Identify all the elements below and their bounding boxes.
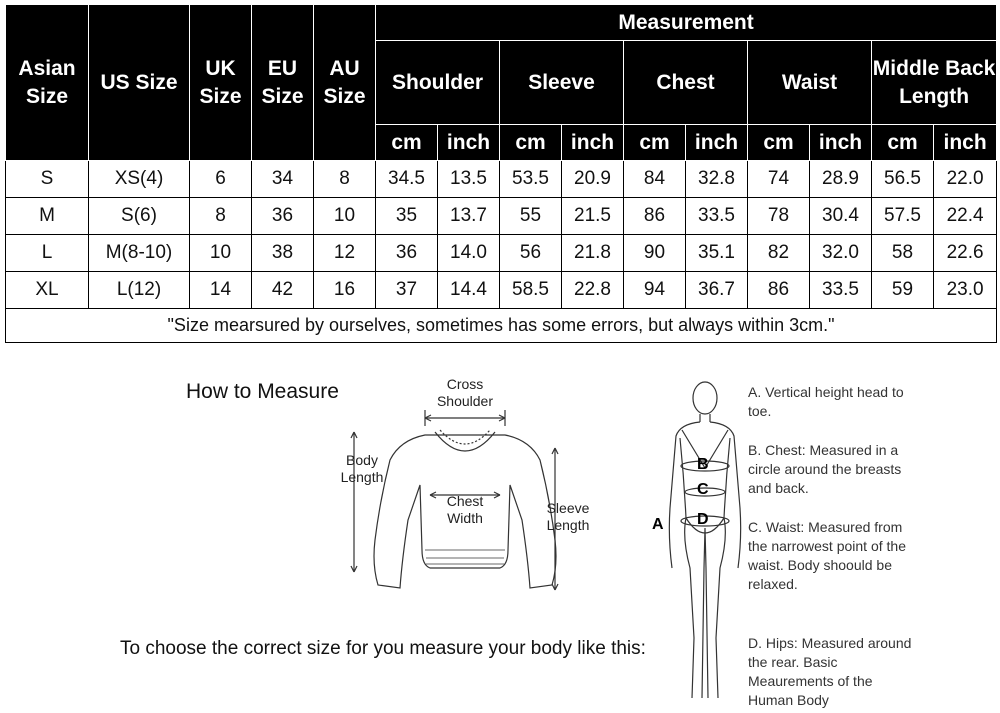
table-cell: 21.5 bbox=[562, 198, 624, 235]
header-shoulder: Shoulder bbox=[376, 41, 500, 125]
table-cell: 30.4 bbox=[810, 198, 872, 235]
table-cell: 22.0 bbox=[934, 161, 997, 198]
header-asian-size: Asian Size bbox=[6, 5, 89, 161]
body-letter-d: D bbox=[697, 511, 709, 528]
unit-cm: cm bbox=[624, 125, 686, 161]
header-measurement: Measurement bbox=[376, 5, 997, 41]
table-cell: 14.0 bbox=[438, 235, 500, 272]
unit-cm: cm bbox=[376, 125, 438, 161]
header-sleeve: Sleeve bbox=[500, 41, 624, 125]
table-cell: 36.7 bbox=[686, 272, 748, 309]
table-cell: 42 bbox=[252, 272, 314, 309]
unit-cm: cm bbox=[500, 125, 562, 161]
body-figure bbox=[660, 378, 750, 713]
table-cell: 32.8 bbox=[686, 161, 748, 198]
table-cell: 10 bbox=[314, 198, 376, 235]
table-cell: 34.5 bbox=[376, 161, 438, 198]
table-cell: S bbox=[6, 161, 89, 198]
chest-width-label: Chest Width bbox=[446, 493, 484, 526]
legend-b: B. Chest: Measured in a circle around the breasts and back. bbox=[748, 442, 902, 496]
unit-inch: inch bbox=[562, 125, 624, 161]
header-au-size: AU Size bbox=[314, 5, 376, 161]
body-letter-b: B bbox=[697, 456, 709, 473]
legend-a: A. Vertical height head to toe. bbox=[748, 384, 904, 419]
table-cell: 28.9 bbox=[810, 161, 872, 198]
table-cell: L bbox=[6, 235, 89, 272]
table-cell: 20.9 bbox=[562, 161, 624, 198]
table-cell: 33.5 bbox=[810, 272, 872, 309]
body-length-label: Body Length bbox=[340, 452, 384, 485]
table-cell: 35.1 bbox=[686, 235, 748, 272]
table-cell: S(6) bbox=[89, 198, 190, 235]
table-cell: 86 bbox=[748, 272, 810, 309]
table-cell: 21.8 bbox=[562, 235, 624, 272]
table-cell: 58.5 bbox=[500, 272, 562, 309]
table-cell: 53.5 bbox=[500, 161, 562, 198]
how-to-measure-title: How to Measure bbox=[186, 380, 339, 403]
table-cell: 78 bbox=[748, 198, 810, 235]
table-cell: 8 bbox=[314, 161, 376, 198]
table-cell: 59 bbox=[872, 272, 934, 309]
table-cell: 34 bbox=[252, 161, 314, 198]
table-cell: 57.5 bbox=[872, 198, 934, 235]
table-cell: 16 bbox=[314, 272, 376, 309]
unit-inch: inch bbox=[934, 125, 997, 161]
table-cell: L(12) bbox=[89, 272, 190, 309]
table-cell: 38 bbox=[252, 235, 314, 272]
table-cell: 14 bbox=[190, 272, 252, 309]
header-waist: Waist bbox=[748, 41, 872, 125]
table-cell: 74 bbox=[748, 161, 810, 198]
table-cell: 8 bbox=[190, 198, 252, 235]
table-cell: 12 bbox=[314, 235, 376, 272]
header-chest: Chest bbox=[624, 41, 748, 125]
table-cell: 14.4 bbox=[438, 272, 500, 309]
header-eu-size: EU Size bbox=[252, 5, 314, 161]
legend-c: C. Waist: Measured from the narrowest point of the waist. Body shoould be relaxed. bbox=[748, 519, 906, 592]
table-cell: 94 bbox=[624, 272, 686, 309]
cross-shoulder-label: Cross Shoulder bbox=[436, 376, 494, 409]
table-cell: 58 bbox=[872, 235, 934, 272]
table-cell: 36 bbox=[376, 235, 438, 272]
table-cell: 84 bbox=[624, 161, 686, 198]
table-cell: 23.0 bbox=[934, 272, 997, 309]
header-middle-back-length: Middle Back Length bbox=[872, 41, 997, 125]
instruction-text: To choose the correct size for you measure your body like this: bbox=[120, 638, 646, 659]
table-cell: XS(4) bbox=[89, 161, 190, 198]
table-cell: 36 bbox=[252, 198, 314, 235]
sleeve-length-label: Sleeve Length bbox=[546, 500, 590, 533]
header-us-size: US Size bbox=[89, 5, 190, 161]
table-cell: 86 bbox=[624, 198, 686, 235]
unit-cm: cm bbox=[872, 125, 934, 161]
table-row bbox=[6, 272, 997, 309]
table-cell: 90 bbox=[624, 235, 686, 272]
table-cell: XL bbox=[6, 272, 89, 309]
table-cell: 6 bbox=[190, 161, 252, 198]
body-letter-a: A bbox=[652, 516, 664, 533]
size-chart-table bbox=[5, 4, 997, 343]
unit-inch: inch bbox=[686, 125, 748, 161]
table-cell: 13.5 bbox=[438, 161, 500, 198]
table-note-row bbox=[6, 309, 997, 343]
table-cell: M bbox=[6, 198, 89, 235]
header-uk-size: UK Size bbox=[190, 5, 252, 161]
table-row bbox=[6, 235, 997, 272]
table-row bbox=[6, 198, 997, 235]
table-cell: 82 bbox=[748, 235, 810, 272]
table-cell: 35 bbox=[376, 198, 438, 235]
body-letter-c: C bbox=[697, 481, 709, 498]
unit-inch: inch bbox=[438, 125, 500, 161]
table-cell: 56 bbox=[500, 235, 562, 272]
table-cell: 10 bbox=[190, 235, 252, 272]
table-cell: M(8-10) bbox=[89, 235, 190, 272]
table-note: "Size mearsured by ourselves, sometimes has some errors, but always within 3cm." bbox=[6, 309, 997, 343]
legend-d: D. Hips: Measured around the rear. Basic Meaurements of the Human Body bbox=[748, 635, 912, 708]
table-cell: 13.7 bbox=[438, 198, 500, 235]
table-cell: 32.0 bbox=[810, 235, 872, 272]
table-row bbox=[6, 161, 997, 198]
table-cell: 37 bbox=[376, 272, 438, 309]
table-cell: 22.4 bbox=[934, 198, 997, 235]
table-cell: 56.5 bbox=[872, 161, 934, 198]
unit-inch: inch bbox=[810, 125, 872, 161]
unit-cm: cm bbox=[748, 125, 810, 161]
table-cell: 22.8 bbox=[562, 272, 624, 309]
table-cell: 22.6 bbox=[934, 235, 997, 272]
table-cell: 55 bbox=[500, 198, 562, 235]
table-cell: 33.5 bbox=[686, 198, 748, 235]
